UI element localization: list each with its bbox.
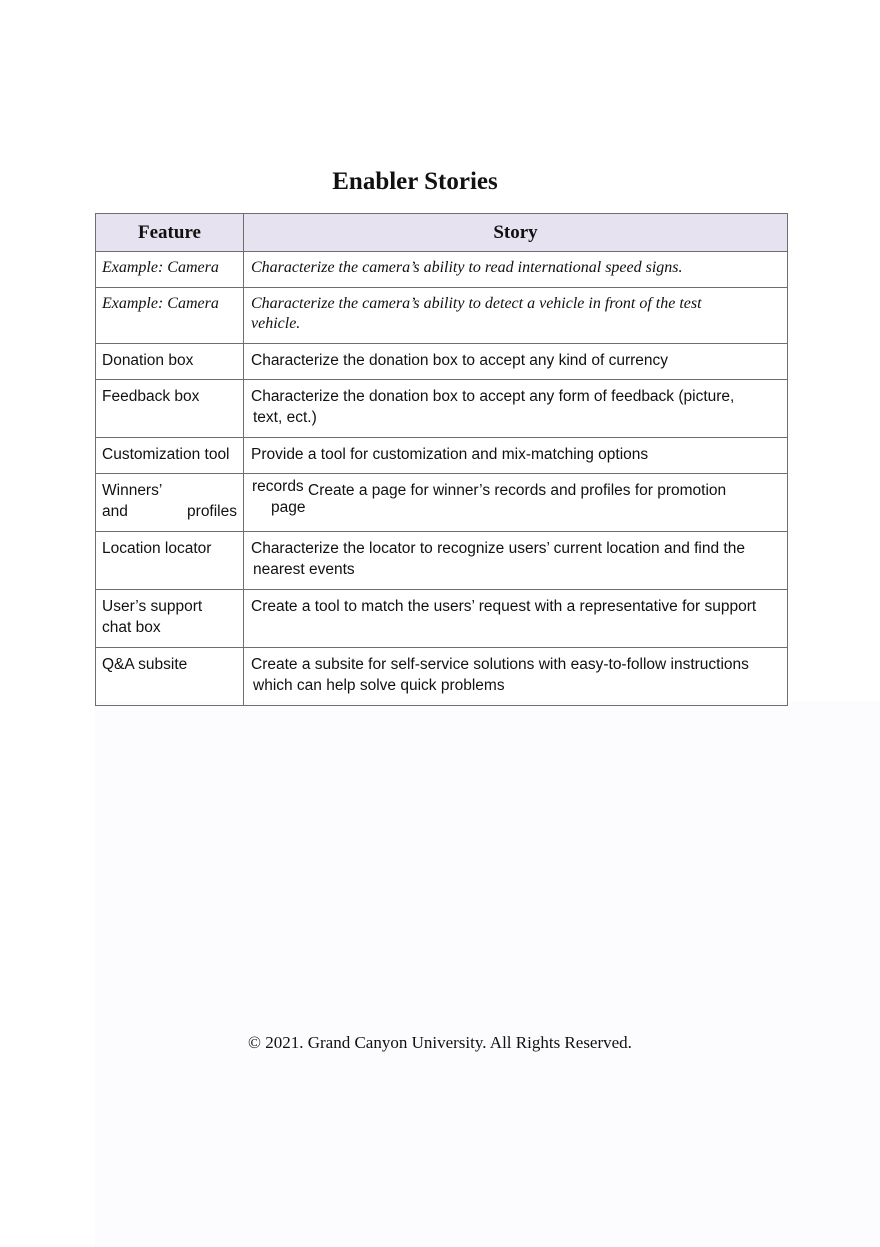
story-cell: Provide a tool for customization and mix-matching options — [244, 438, 788, 474]
story-line: text, ect.) — [253, 409, 317, 426]
story-line: Characterize the camera’s ability to detect a vehicle in front of the test — [251, 295, 702, 312]
story-cell — [244, 474, 788, 532]
copyright-footer: © 2021. Grand Canyon University. All Rights Reserved. — [248, 1033, 632, 1052]
feature-word: profiles — [187, 503, 237, 520]
story-line: which can help solve quick problems — [253, 677, 505, 694]
feature-cell: Donation box — [96, 344, 244, 380]
feature-cell — [96, 474, 244, 532]
feature-cell: Example: Camera — [96, 252, 244, 288]
feature-line: Winners’ — [102, 482, 163, 499]
story-line: Create a subsite for self-service solutions with easy-to-follow instructions — [251, 656, 749, 673]
story-cell: Characterize the donation box to accept any kind of currency — [244, 344, 788, 380]
story-cell — [244, 380, 788, 438]
story-line: Characterize the donation box to accept any form of feedback (picture, — [251, 388, 735, 405]
story-fragment: page — [271, 499, 306, 516]
story-cell — [244, 532, 788, 590]
table-row — [96, 380, 788, 438]
header-feature: Feature — [96, 214, 244, 252]
header-story: Story — [244, 214, 788, 252]
feature-cell: Feedback box — [96, 380, 244, 438]
feature-cell — [96, 590, 244, 648]
table-row — [96, 648, 788, 706]
story-cell — [244, 648, 788, 706]
table-row — [96, 288, 788, 344]
feature-cell: Example: Camera — [96, 288, 244, 344]
story-cell: Create a tool to match the users’ request with a representative for support — [244, 590, 788, 648]
table-row — [96, 252, 788, 288]
page-background-shade — [95, 702, 880, 1247]
story-fragment: records — [252, 478, 304, 495]
table-row — [96, 532, 788, 590]
feature-word: and — [102, 503, 128, 520]
story-line: nearest events — [253, 561, 355, 578]
feature-line — [102, 501, 237, 522]
table-row — [96, 438, 788, 474]
table-row — [96, 344, 788, 380]
story-cell — [244, 288, 788, 344]
table-row — [96, 474, 788, 532]
enabler-stories-table — [95, 213, 788, 706]
story-line: Create a page for winner’s records and profiles for promotion — [308, 482, 727, 499]
feature-line: User’s support — [102, 598, 203, 615]
feature-cell: Location locator — [96, 532, 244, 590]
table-header-row — [96, 214, 788, 252]
page-title: Enabler Stories — [332, 168, 498, 195]
table-row — [96, 590, 788, 648]
story-line: Characterize the locator to recognize users’ current location and find the — [251, 540, 745, 557]
feature-line: chat box — [102, 619, 161, 636]
story-line: vehicle. — [251, 315, 301, 332]
feature-cell: Customization tool — [96, 438, 244, 474]
feature-cell: Q&A subsite — [96, 648, 244, 706]
story-cell: Characterize the camera’s ability to read international speed signs. — [244, 252, 788, 288]
